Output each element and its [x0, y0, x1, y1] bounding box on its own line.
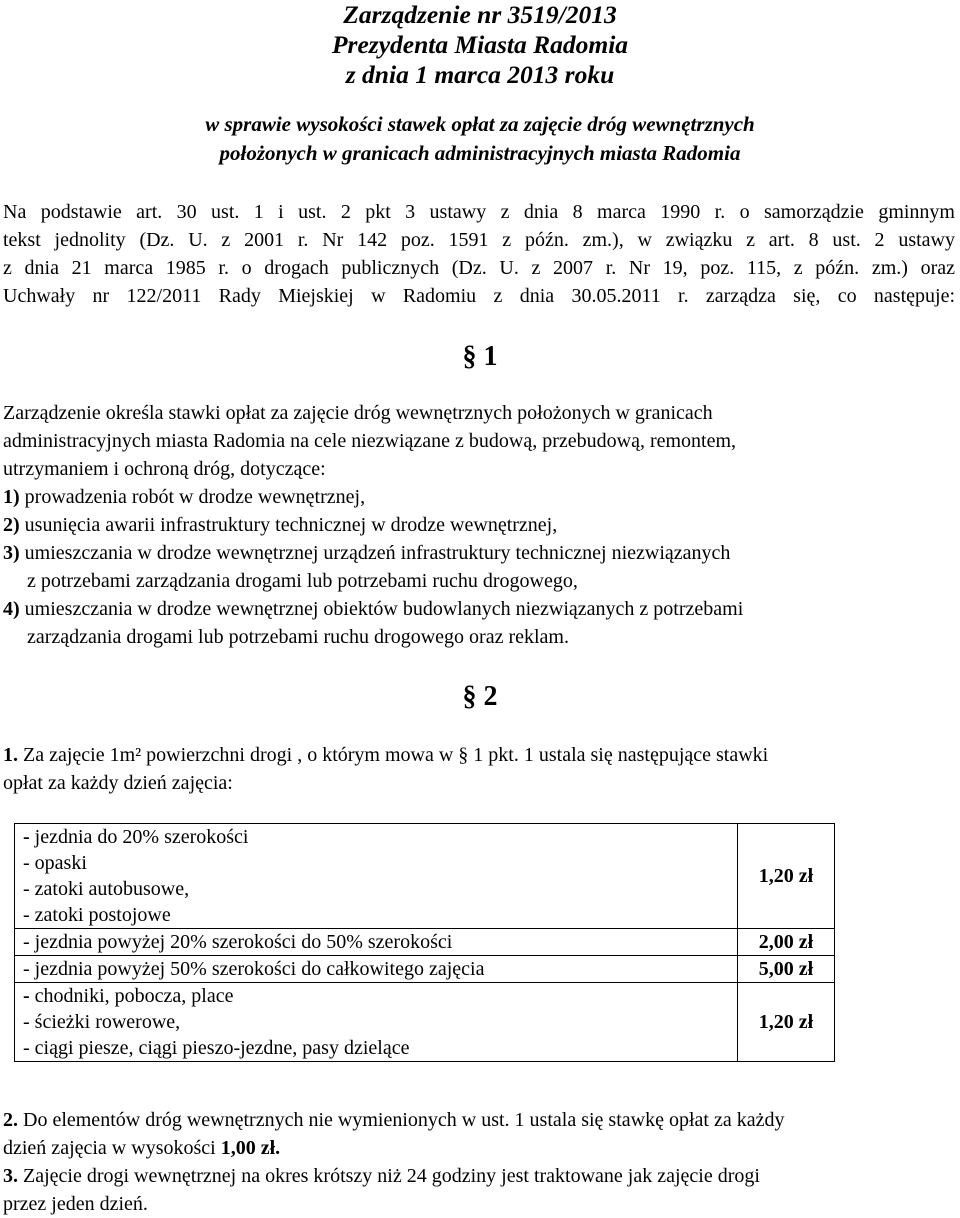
rate-line: - ciągi piesze, ciągi pieszo-jezdne, pasy dzielące	[23, 1037, 410, 1059]
paragraph-2	[3, 1110, 784, 1130]
list-item-number: 3)	[3, 542, 20, 564]
rate-line: - opaski	[23, 852, 87, 874]
paragraph-number: 3.	[3, 1165, 18, 1187]
list-item-text: prowadzenia robót w drodze wewnętrznej,	[19, 486, 366, 508]
list-item-text: umieszczania w drodze wewnętrznej obiektów budowlanych niezwiązanych z potrzebami	[19, 598, 744, 620]
preamble-line: z dnia 21 marca 1985 r. o drogach publicznych (Dz. U. z 2007 r. Nr 19, poz. 115, z późn. zm.) oraz	[3, 257, 955, 279]
rate-amount: 1,20 zł	[738, 983, 835, 1062]
list-item-number: 2)	[3, 514, 20, 536]
paragraph-number: 2.	[3, 1109, 18, 1131]
paragraph-3-continuation: przez jeden dzień.	[3, 1193, 148, 1215]
section-1-intro-line: utrzymaniem i ochroną dróg, dotyczące:	[3, 458, 326, 480]
table-row	[15, 983, 835, 1062]
rate-description	[15, 983, 738, 1062]
paragraph-text: Do elementów dróg wewnętrznych nie wymienionych w ust. 1 ustala się stawkę opłat za każdy	[18, 1109, 785, 1131]
section-1-intro-line: Zarządzenie określa stawki opłat za zajęcie dróg wewnętrznych położonych w granicach	[3, 402, 713, 424]
list-item-number: 4)	[3, 598, 20, 620]
rate-description: - jezdnia powyżej 20% szerokości do 50% szerokości	[15, 929, 738, 956]
paragraph-1	[3, 745, 768, 765]
paragraph-text: Zajęcie drogi wewnętrznej na okres krótszy niż 24 godziny jest traktowane jak zajęcie drogi	[18, 1165, 760, 1187]
rate-line: - zatoki autobusowe,	[23, 878, 190, 900]
rate-line: - ścieżki rowerowe,	[23, 1011, 181, 1033]
rates-table	[14, 823, 835, 1062]
paragraph-2-continuation	[3, 1138, 280, 1158]
list-item	[3, 487, 365, 507]
rate-description: - jezdnia do 20% szerokości - opaski - zatoki autobusowe, - zatoki postojowe	[15, 824, 738, 929]
section-1-heading: § 1	[462, 341, 498, 372]
list-item-number: 1)	[3, 486, 20, 508]
paragraph-number: 1.	[3, 744, 18, 766]
document-subject-line-2: położonych w granicach administracyjnych miasta Radomia	[219, 141, 741, 165]
rate-amount: 2,00 zł	[738, 929, 835, 956]
list-item-continuation: z potrzebami zarządzania drogami lub potrzebami ruchu drogowego,	[27, 570, 578, 592]
paragraph-text: Za zajęcie 1m² powierzchni drogi , o którym mowa w § 1 pkt. 1 ustala się następujące stawki	[18, 744, 769, 766]
rate-line: - chodniki, pobocza, place	[23, 985, 234, 1007]
table-row	[15, 929, 835, 956]
rate-line: - zatoki postojowe	[23, 904, 171, 926]
preamble-line: Na podstawie art. 30 ust. 1 i ust. 2 pkt 3 ustawy z dnia 8 marca 1990 r. o samorządzie gminnym	[3, 201, 955, 223]
rate-amount: 1,20 zł	[738, 824, 835, 929]
rate-line: jezdnia do 20% szerokości	[29, 826, 249, 848]
paragraph-3	[3, 1166, 760, 1186]
list-item	[3, 599, 743, 619]
document-date: z dnia 1 marca 2013 roku	[345, 60, 615, 89]
list-item-text: usunięcia awarii infrastruktury technicznej w drodze wewnętrznej,	[19, 514, 558, 536]
document-subject-line-1: w sprawie wysokości stawek opłat za zajęcie dróg wewnętrznych	[205, 112, 755, 136]
preamble-line: Uchwały nr 122/2011 Rady Miejskiej w Radomiu z dnia 30.05.2011 r. zarządza się, co następuje:	[3, 285, 955, 307]
rate-amount: 5,00 zł	[738, 956, 835, 983]
document-title: Zarządzenie nr 3519/2013	[343, 0, 617, 29]
list-item	[3, 515, 557, 535]
dash-marker: -	[23, 985, 30, 1007]
preamble-line: tekst jednolity (Dz. U. z 2001 r. Nr 142 poz. 1591 z późn. zm.), w związku z art. 8 ust. 2 ustawy	[3, 229, 955, 251]
table-row	[15, 824, 835, 929]
paragraph-1-continuation: opłat za każdy dzień zajęcia:	[3, 772, 233, 794]
table-row	[15, 956, 835, 983]
list-item	[3, 543, 730, 563]
paragraph-text: dzień zajęcia w wysokości	[3, 1137, 221, 1159]
paragraph-amount: 1,00 zł.	[220, 1137, 281, 1159]
section-1-intro-line: administracyjnych miasta Radomia na cele niezwiązane z budową, przebudową, remontem,	[3, 430, 737, 452]
list-item-continuation: zarządzania drogami lub potrzebami ruchu drogowego oraz reklam.	[27, 626, 569, 648]
rate-description: - jezdnia powyżej 50% szerokości do całkowitego zajęcia	[15, 956, 738, 983]
section-2-heading: § 2	[462, 681, 498, 712]
document-issuer: Prezydenta Miasta Radomia	[331, 30, 629, 59]
list-item-text: umieszczania w drodze wewnętrznej urządzeń infrastruktury technicznej niezwiązanych	[19, 542, 731, 564]
